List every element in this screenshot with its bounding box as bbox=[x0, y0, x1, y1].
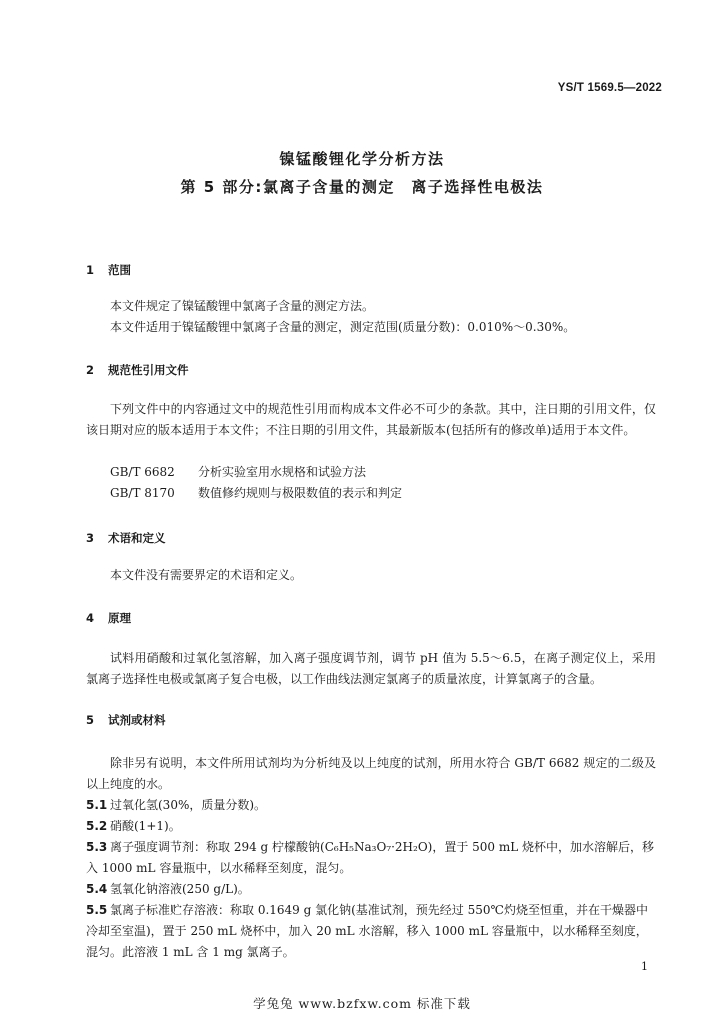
section-3-paragraph-1: 本文件没有需要界定的术语和定义。 bbox=[110, 568, 303, 582]
normative-reference bbox=[110, 462, 366, 483]
section-title: 范围 bbox=[108, 263, 131, 277]
item-number: 5.3 bbox=[86, 840, 108, 854]
section-1-paragraph-2: 本文件适用于镍锰酸锂中氯离子含量的测定，测定范围(质量分数)：0.010%～0.30%。 bbox=[110, 320, 576, 334]
reagent-item bbox=[86, 837, 656, 879]
section-5-paragraph-1: 除非另有说明，本文件所用试剂均为分析纯及以上纯度的试剂，所用水符合 GB/T 6682 规定的二级及以上纯度的水。 bbox=[86, 756, 656, 791]
section-title: 术语和定义 bbox=[108, 531, 166, 545]
reagent-item bbox=[86, 900, 656, 963]
section-2-heading bbox=[86, 362, 189, 378]
item-text: 硝酸(1+1)。 bbox=[110, 819, 181, 833]
standard-code: YS/T 1569.5—2022 bbox=[557, 82, 662, 94]
section-1-paragraph-1: 本文件规定了镍锰酸锂中氯离子含量的测定方法。 bbox=[110, 299, 375, 313]
reference-code: GB/T 8170 bbox=[110, 486, 175, 500]
footer-watermark: 学兔兔 www.bzfxw.com 标准下载 bbox=[253, 996, 471, 1011]
section-number: 2 bbox=[86, 363, 95, 377]
reagent-item bbox=[86, 879, 656, 900]
section-5-heading bbox=[86, 712, 166, 728]
reagent-item bbox=[86, 816, 656, 837]
document-title-line2: 第 5 部分:氯离子含量的测定 离子选择性电极法 bbox=[180, 178, 544, 196]
section-4-paragraph-1: 试料用硝酸和过氧化氢溶解，加入离子强度调节剂，调节 pH 值为 5.5～6.5，在离子测定仪上，采用氯离子选择性电极或氯离子复合电极，以工作曲线法测定氯离子的质量浓度，计算氯离子的含量。 bbox=[86, 651, 656, 686]
reference-code: GB/T 6682 bbox=[110, 465, 175, 479]
normative-reference bbox=[110, 483, 402, 504]
item-number: 5.2 bbox=[86, 819, 108, 833]
section-number: 3 bbox=[86, 531, 95, 545]
item-number: 5.5 bbox=[86, 903, 108, 917]
section-4-heading bbox=[86, 610, 131, 626]
reagent-item bbox=[86, 795, 656, 816]
section-title: 试剂或材料 bbox=[108, 713, 166, 727]
section-number: 1 bbox=[86, 263, 95, 277]
page-number: 1 bbox=[641, 960, 648, 973]
item-text: 氯离子标准贮存溶液：称取 0.1649 g 氯化钠(基准试剂，预先经过 550℃灼烧至恒重，并在干燥器中冷却至室温)，置于 250 mL 烧杯中，加入 20 mL 水溶解，移入 1000 mL 容量瓶中，以水稀释至刻度，混匀。此溶液 1 mL 含 1 mg 氯离子。 bbox=[86, 903, 648, 959]
reference-title: 分析实验室用水规格和试验方法 bbox=[198, 465, 367, 479]
section-2-paragraph-1: 下列文件中的内容通过文中的规范性引用而构成本文件必不可少的条款。其中，注日期的引用文件，仅该日期对应的版本适用于本文件；不注日期的引用文件，其最新版本(包括所有的修改单)适用于本文件。 bbox=[86, 402, 656, 437]
item-text: 氢氧化钠溶液(250 g/L)。 bbox=[110, 882, 250, 896]
item-text: 过氧化氢(30%，质量分数)。 bbox=[110, 798, 267, 812]
section-number: 5 bbox=[86, 713, 95, 727]
document-title-line1: 镍锰酸锂化学分析方法 bbox=[279, 150, 445, 168]
item-text: 离子强度调节剂：称取 294 g 柠檬酸钠(C₆H₅Na₃O₇·2H₂O)，置于 500 mL 烧杯中，加水溶解后，移入 1000 mL 容量瓶中，以水稀释至刻度，混匀。 bbox=[86, 840, 655, 875]
section-title: 规范性引用文件 bbox=[108, 363, 189, 377]
section-number: 4 bbox=[86, 611, 95, 625]
section-title: 原理 bbox=[108, 611, 131, 625]
section-3-heading bbox=[86, 530, 166, 546]
item-number: 5.4 bbox=[86, 882, 108, 896]
section-1-heading bbox=[86, 262, 131, 278]
reference-title: 数值修约规则与极限数值的表示和判定 bbox=[198, 486, 403, 500]
item-number: 5.1 bbox=[86, 798, 108, 812]
